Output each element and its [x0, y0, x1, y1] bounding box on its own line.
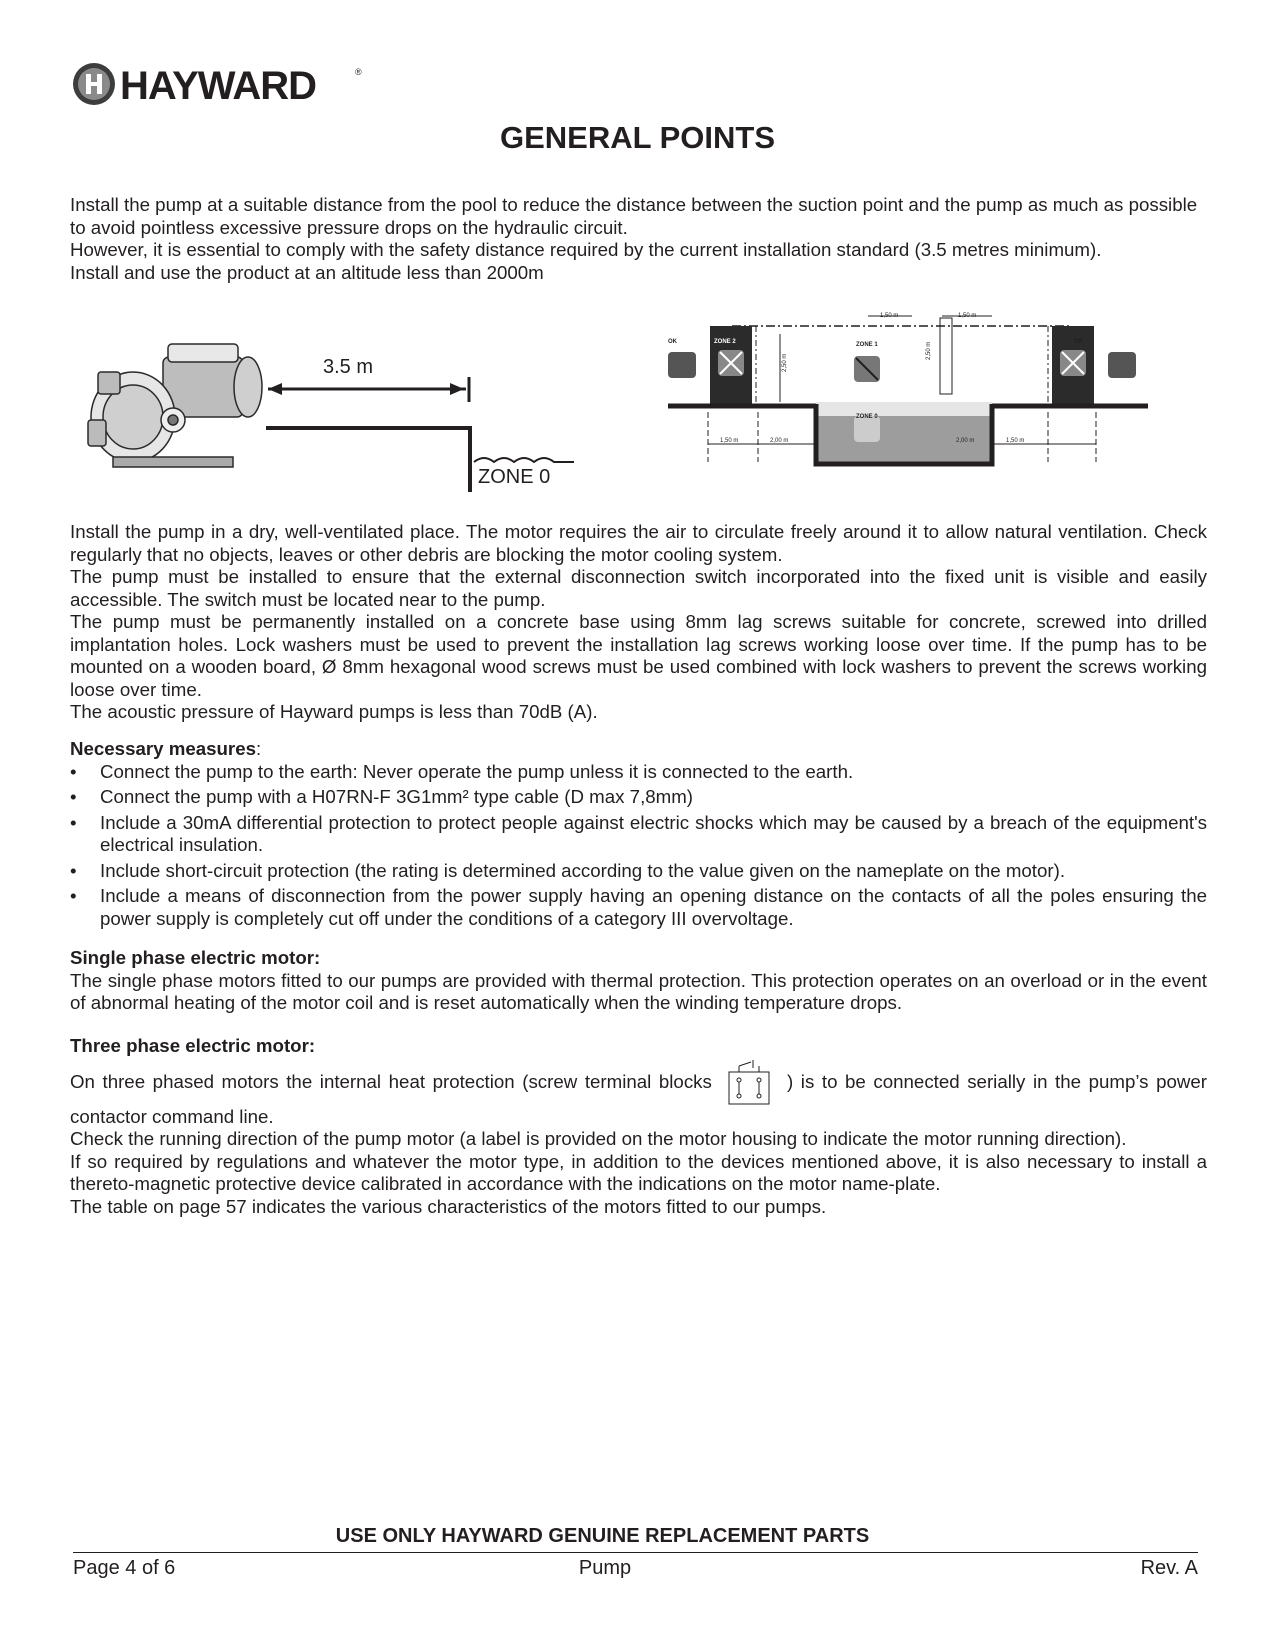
measures-section — [70, 738, 1207, 933]
dim-top-left: 1,50 m — [880, 313, 899, 319]
single-phase-heading: Single phase electric motor: — [70, 947, 321, 968]
list-item: • Connect the pump to the earth: Never operate the pump unless it is connected to the earth. — [70, 760, 854, 782]
measures-colon: : — [255, 738, 262, 759]
zone2-label-left: ZONE 2 — [714, 339, 736, 345]
list-item: • Include short-circuit protection (the rating is determined according to the value given on the nameplate on the motor). — [70, 859, 1066, 881]
install-para-3: The pump must be permanently installed on a concrete base using 8mm lag screws suitable for concrete, screwed into drilled implantation holes. Lock washers must be used to prevent the installation lag screws working loose over time. If the pump has to be mounted on a wooden board, Ø 8mm hexagonal wood screws must be used combined with lock washers to prevent the screws working loose over time. — [70, 611, 1207, 700]
zone0-label-left: ZONE 0 — [478, 466, 551, 488]
hayward-logo — [72, 61, 362, 107]
intro-para-3: Install and use the product at an altitude less than 2000m — [70, 261, 544, 283]
list-item: • Connect the pump with a H07RN-F 3G1mm² type cable (D max 7,8mm) — [70, 786, 694, 807]
three-phase-para-1: Check the running direction of the pump motor (a label is provided on the motor housing to indicate the motor running direction). — [70, 1128, 1127, 1149]
dim-bottom-2: 2,00 m — [770, 438, 789, 444]
dim-height-right: 2,50 m — [926, 341, 932, 360]
zone0-label-right: ZONE 0 — [856, 414, 878, 420]
distance-label: 3.5 m — [323, 356, 374, 378]
three-phase-para-2: If so required by regulations and whatever the motor type, in addition to the devices mentioned above, it is also necessary to install a thereto-magnetic protective device calibrated in accordance with the indications on the motor name-plate. — [70, 1150, 1207, 1194]
install-section — [70, 521, 1207, 724]
install-para-1: Install the pump in a dry, well-ventilated place. The motor requires the air to circulate freely around it to allow natural ventilation. Check regularly that no objects, leaves or other debris are blocking the motor cooling system. — [70, 521, 1207, 565]
ok-label-right: OK — [1074, 339, 1083, 345]
three-phase-text: On three phased motors the internal heat protection (screw terminal blocks ) is to be connected serially in the pump’s power contactor command line. — [70, 1058, 1207, 1129]
single-phase-text: The single phase motors fitted to our pumps are provided with thermal protection. This protection operates on an overload or in the event of abnormal heating of the motor coil and is reset automatically when the winding temperature drops. — [70, 969, 1207, 1013]
install-para-2: The pump must be installed to ensure that the external disconnection switch incorporated into the fixed unit is visible and easily accessible. The switch must be located near to the pump. — [70, 566, 1207, 610]
single-phase-section — [70, 947, 1207, 1015]
revision: Rev. A — [1140, 1557, 1198, 1579]
dim-height-left: 2,50 m — [782, 353, 788, 372]
thermal-switch-icon — [719, 1058, 779, 1106]
dim-top-right: 1,50 m — [958, 313, 977, 319]
zone2-label-right: ZONE 2 — [998, 339, 1020, 345]
document-name: Pump — [578, 1557, 632, 1579]
page-title: GENERAL POINTS — [499, 120, 776, 155]
registered-mark: ® — [355, 67, 362, 77]
pump-distance-figure — [78, 322, 598, 502]
three-phase-para-3: The table on page 57 indicates the various characteristics of the motors fitted to our pumps. — [70, 1195, 827, 1217]
measures-list — [70, 761, 1207, 931]
zone1-label: ZONE 1 — [856, 342, 878, 348]
ok-label-left: OK — [668, 339, 677, 345]
intro-para-2: However, it is essential to comply with the safety distance required by the current installation standard (3.5 metres minimum). — [70, 239, 1102, 260]
list-item: • Include a means of disconnection from the power supply having an opening distance on the contacts of all the poles ensuring the power supply is completely cut off under the conditions of a category III overvoltage. — [70, 885, 1207, 929]
intro-para-1: Install the pump at a suitable distance from the pool to reduce the distance between the suction point and the pump as much as possible to avoid pointless excessive pressure drops on the hydraulic circuit. — [70, 194, 1198, 238]
dim-bottom-3: 2,00 m — [956, 438, 975, 444]
intro-section — [70, 194, 1207, 284]
page-number: Page 4 of 6 — [73, 1557, 176, 1579]
pool-zones-figure — [668, 312, 1168, 492]
three-phase-heading: Three phase electric motor: — [70, 1035, 316, 1056]
measures-heading: Necessary measures — [70, 738, 256, 759]
install-para-4: The acoustic pressure of Hayward pumps is less than 70dB (A). — [70, 701, 598, 722]
dim-bottom-1: 1,50 m — [720, 438, 739, 444]
footer-divider — [73, 1552, 1198, 1553]
brand-name: HAYWARD — [120, 64, 316, 107]
dim-bottom-4: 1,50 m — [1006, 438, 1025, 444]
three-phase-section — [70, 1035, 1207, 1218]
pump-illustration — [88, 344, 262, 467]
list-item: • Include a 30mA differential protection to protect people against electric shocks which may be caused by a breach of the equipment's electrical insulation. — [70, 811, 1207, 855]
footer-note: USE ONLY HAYWARD GENUINE REPLACEMENT PARTS — [335, 1525, 870, 1547]
